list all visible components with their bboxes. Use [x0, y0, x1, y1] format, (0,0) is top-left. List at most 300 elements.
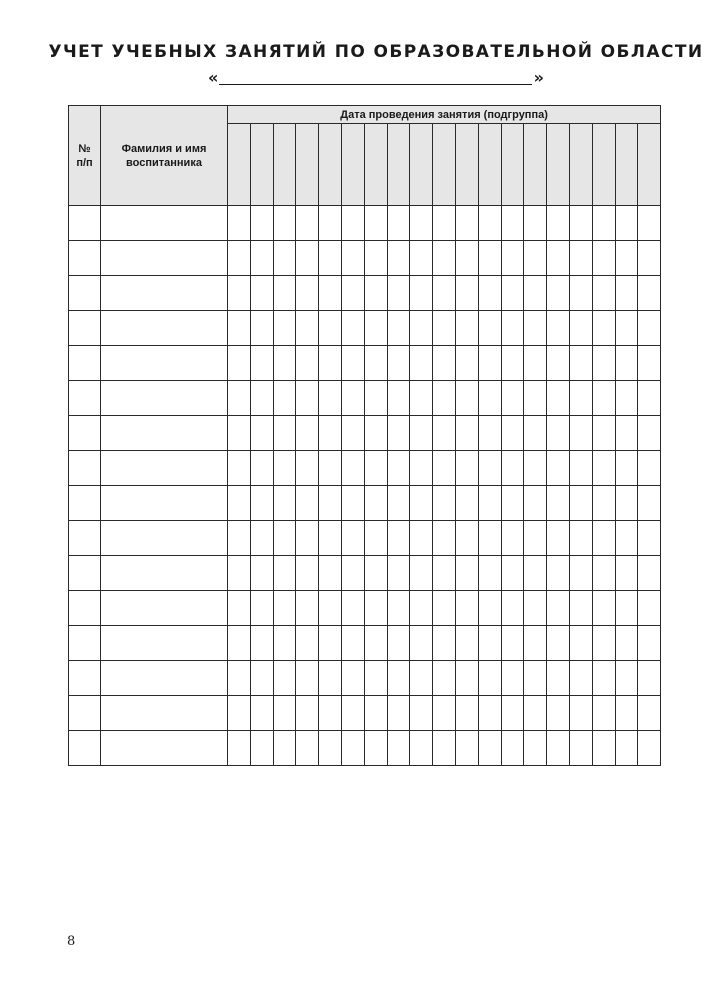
attendance-table: [68, 105, 661, 766]
number-cell: [69, 241, 101, 276]
date-cell: [250, 276, 273, 311]
date-cell: [524, 661, 547, 696]
date-cell: [501, 626, 524, 661]
date-cell: [547, 486, 570, 521]
date-cell: [569, 311, 592, 346]
date-cell: [615, 241, 638, 276]
date-cell: [615, 521, 638, 556]
date-cell: [228, 416, 251, 451]
date-cell: [296, 556, 319, 591]
date-cell: [364, 626, 387, 661]
date-cell: [478, 346, 501, 381]
date-cell: [228, 521, 251, 556]
date-cell: [341, 731, 364, 766]
date-cell: [638, 696, 661, 731]
date-cell: [296, 521, 319, 556]
date-cell: [615, 696, 638, 731]
table-row: [69, 241, 661, 276]
date-cell: [319, 556, 342, 591]
date-cell: [524, 311, 547, 346]
date-cell: [478, 206, 501, 241]
date-cell: [319, 276, 342, 311]
date-cell: [250, 696, 273, 731]
date-cell: [250, 486, 273, 521]
date-cell: [478, 486, 501, 521]
date-cell: [364, 696, 387, 731]
date-header-cell: [250, 124, 273, 206]
date-cell: [364, 486, 387, 521]
date-cell: [319, 731, 342, 766]
date-cell: [501, 661, 524, 696]
date-cell: [341, 416, 364, 451]
date-cell: [547, 521, 570, 556]
date-cell: [547, 381, 570, 416]
date-cell: [638, 346, 661, 381]
number-cell: [69, 451, 101, 486]
number-cell: [69, 346, 101, 381]
number-cell: [69, 556, 101, 591]
date-cell: [410, 521, 433, 556]
date-cell: [455, 486, 478, 521]
date-cell: [296, 486, 319, 521]
date-cell: [638, 591, 661, 626]
date-cell: [569, 521, 592, 556]
date-cell: [273, 521, 296, 556]
date-cell: [387, 206, 410, 241]
date-cell: [364, 311, 387, 346]
date-cell: [341, 381, 364, 416]
date-cell: [615, 626, 638, 661]
date-cell: [524, 451, 547, 486]
name-cell: [101, 311, 228, 346]
date-cell: [638, 416, 661, 451]
date-cell: [501, 521, 524, 556]
date-cell: [615, 416, 638, 451]
date-cell: [455, 451, 478, 486]
date-cell: [250, 731, 273, 766]
date-cell: [592, 486, 615, 521]
date-cell: [228, 241, 251, 276]
date-cell: [387, 311, 410, 346]
date-cell: [273, 661, 296, 696]
date-cell: [433, 311, 456, 346]
date-cell: [273, 486, 296, 521]
date-cell: [296, 381, 319, 416]
date-cell: [341, 276, 364, 311]
date-cell: [364, 241, 387, 276]
name-cell: [101, 591, 228, 626]
date-cell: [387, 696, 410, 731]
date-header-cell: [410, 124, 433, 206]
subject-field: [208, 66, 544, 88]
date-cell: [569, 416, 592, 451]
date-cell: [364, 556, 387, 591]
date-cell: [569, 591, 592, 626]
date-cell: [433, 381, 456, 416]
date-cell: [364, 206, 387, 241]
date-cell: [319, 206, 342, 241]
name-cell: [101, 556, 228, 591]
date-cell: [569, 731, 592, 766]
table-row: [69, 731, 661, 766]
date-cell: [228, 381, 251, 416]
date-cell: [433, 486, 456, 521]
date-cell: [319, 591, 342, 626]
date-cell: [547, 661, 570, 696]
header-row: [69, 106, 661, 124]
date-cell: [615, 381, 638, 416]
date-cell: [478, 661, 501, 696]
date-cell: [524, 731, 547, 766]
date-cell: [478, 521, 501, 556]
table-row: [69, 521, 661, 556]
date-cell: [341, 556, 364, 591]
date-cell: [455, 346, 478, 381]
name-cell: [101, 486, 228, 521]
date-cell: [433, 416, 456, 451]
date-cell: [433, 451, 456, 486]
date-cell: [455, 241, 478, 276]
name-header-label: Фамилия и имя воспитанника: [121, 142, 207, 169]
date-cell: [410, 381, 433, 416]
date-cell: [569, 381, 592, 416]
date-cell: [273, 311, 296, 346]
date-cell: [524, 556, 547, 591]
date-cell: [592, 626, 615, 661]
date-cell: [638, 451, 661, 486]
date-cell: [455, 626, 478, 661]
date-cell: [410, 591, 433, 626]
date-cell: [273, 276, 296, 311]
date-cell: [364, 591, 387, 626]
date-cell: [455, 591, 478, 626]
date-cell: [501, 241, 524, 276]
date-header-cell: [364, 124, 387, 206]
date-cell: [319, 661, 342, 696]
name-cell: [101, 416, 228, 451]
date-cell: [410, 731, 433, 766]
date-cell: [296, 661, 319, 696]
date-cell: [547, 731, 570, 766]
date-cell: [364, 521, 387, 556]
date-cell: [273, 591, 296, 626]
number-cell: [69, 311, 101, 346]
close-quote: »: [533, 68, 544, 87]
date-cell: [638, 276, 661, 311]
table-row: [69, 661, 661, 696]
date-cell: [273, 556, 296, 591]
open-quote: «: [208, 68, 219, 87]
date-cell: [410, 276, 433, 311]
date-cell: [501, 696, 524, 731]
date-cell: [569, 556, 592, 591]
date-cell: [638, 626, 661, 661]
table-body: [69, 206, 661, 766]
name-cell: [101, 696, 228, 731]
table-row: [69, 416, 661, 451]
date-cell: [455, 381, 478, 416]
date-cell: [228, 276, 251, 311]
date-cell: [273, 206, 296, 241]
date-cell: [638, 521, 661, 556]
date-cell: [501, 346, 524, 381]
date-cell: [319, 241, 342, 276]
date-cell: [433, 591, 456, 626]
table-row: [69, 626, 661, 661]
date-cell: [250, 311, 273, 346]
date-header-cell: [387, 124, 410, 206]
date-cell: [638, 241, 661, 276]
date-cell: [501, 486, 524, 521]
date-cell: [592, 381, 615, 416]
date-cell: [433, 626, 456, 661]
number-cell: [69, 696, 101, 731]
date-cell: [592, 241, 615, 276]
date-header-cell: [228, 124, 251, 206]
date-cell: [569, 486, 592, 521]
date-cell: [364, 661, 387, 696]
date-cell: [341, 206, 364, 241]
name-cell: [101, 661, 228, 696]
date-cell: [250, 416, 273, 451]
date-cell: [228, 311, 251, 346]
date-cell: [250, 241, 273, 276]
date-cell: [569, 241, 592, 276]
date-cell: [387, 416, 410, 451]
date-header-cell: [569, 124, 592, 206]
date-cell: [569, 346, 592, 381]
date-cell: [410, 416, 433, 451]
date-header-cell: [638, 124, 661, 206]
name-cell: [101, 521, 228, 556]
date-cell: [273, 696, 296, 731]
date-cell: [569, 276, 592, 311]
date-cell: [524, 521, 547, 556]
date-cell: [569, 696, 592, 731]
date-cell: [615, 486, 638, 521]
date-cell: [341, 241, 364, 276]
date-header-cell: [433, 124, 456, 206]
date-cell: [387, 451, 410, 486]
number-cell: [69, 416, 101, 451]
date-cell: [638, 311, 661, 346]
date-cell: [478, 556, 501, 591]
date-cell: [638, 486, 661, 521]
date-cell: [501, 416, 524, 451]
date-cell: [319, 486, 342, 521]
table-row: [69, 696, 661, 731]
page-number: 8: [67, 934, 76, 949]
date-cell: [524, 276, 547, 311]
date-cell: [592, 521, 615, 556]
date-cell: [501, 311, 524, 346]
date-cell: [410, 451, 433, 486]
table-row: [69, 556, 661, 591]
date-cell: [387, 241, 410, 276]
date-header-cell: [501, 124, 524, 206]
date-cell: [592, 731, 615, 766]
date-cell: [364, 731, 387, 766]
date-cell: [341, 661, 364, 696]
date-cell: [524, 206, 547, 241]
name-cell: [101, 731, 228, 766]
number-cell: [69, 731, 101, 766]
date-cell: [615, 731, 638, 766]
table-row: [69, 381, 661, 416]
date-cell: [547, 311, 570, 346]
date-cell: [319, 451, 342, 486]
date-cell: [250, 591, 273, 626]
date-cell: [410, 556, 433, 591]
date-cell: [455, 311, 478, 346]
number-header-label: № п/п: [76, 142, 93, 169]
date-cell: [501, 731, 524, 766]
number-cell: [69, 206, 101, 241]
date-cell: [478, 416, 501, 451]
column-header-number: [69, 106, 101, 206]
date-header-cell: [319, 124, 342, 206]
date-cell: [433, 346, 456, 381]
date-cell: [387, 626, 410, 661]
date-cell: [341, 626, 364, 661]
date-cell: [615, 311, 638, 346]
date-cell: [569, 626, 592, 661]
date-header-cell: [615, 124, 638, 206]
date-cell: [273, 241, 296, 276]
date-cell: [547, 556, 570, 591]
date-cell: [433, 696, 456, 731]
date-cell: [547, 206, 570, 241]
date-cell: [455, 416, 478, 451]
date-cell: [615, 276, 638, 311]
number-cell: [69, 626, 101, 661]
number-cell: [69, 486, 101, 521]
table-row: [69, 276, 661, 311]
table-row: [69, 451, 661, 486]
table-row: [69, 486, 661, 521]
name-cell: [101, 206, 228, 241]
date-cell: [319, 626, 342, 661]
date-cell: [319, 521, 342, 556]
date-cell: [341, 696, 364, 731]
date-cell: [250, 556, 273, 591]
date-cell: [478, 311, 501, 346]
date-cell: [592, 696, 615, 731]
date-cell: [455, 521, 478, 556]
page-title: УЧЕТ УЧЕБНЫХ ЗАНЯТИЙ ПО ОБРАЗОВАТЕЛЬНОЙ ОБЛАСТИ: [48, 42, 704, 62]
date-cell: [387, 486, 410, 521]
date-cell: [524, 241, 547, 276]
date-cell: [478, 626, 501, 661]
date-header-cell: [341, 124, 364, 206]
date-cell: [501, 276, 524, 311]
date-cell: [410, 311, 433, 346]
date-cell: [524, 486, 547, 521]
date-cell: [615, 451, 638, 486]
date-cell: [501, 381, 524, 416]
date-cell: [569, 451, 592, 486]
date-cell: [547, 591, 570, 626]
date-cell: [592, 416, 615, 451]
date-cell: [433, 206, 456, 241]
date-cell: [250, 206, 273, 241]
date-cell: [638, 661, 661, 696]
date-cell: [319, 696, 342, 731]
date-cell: [273, 381, 296, 416]
date-cell: [387, 276, 410, 311]
date-cell: [410, 626, 433, 661]
date-cell: [592, 346, 615, 381]
date-cell: [478, 591, 501, 626]
date-cell: [296, 241, 319, 276]
date-cell: [638, 206, 661, 241]
date-cell: [410, 346, 433, 381]
date-cell: [524, 416, 547, 451]
date-cell: [250, 661, 273, 696]
date-cell: [410, 696, 433, 731]
date-cell: [296, 416, 319, 451]
date-cell: [592, 661, 615, 696]
date-cell: [250, 381, 273, 416]
date-cell: [341, 311, 364, 346]
date-cell: [478, 451, 501, 486]
date-cell: [387, 591, 410, 626]
date-cell: [547, 241, 570, 276]
date-cell: [410, 486, 433, 521]
date-cell: [524, 381, 547, 416]
date-cell: [478, 241, 501, 276]
date-cell: [524, 591, 547, 626]
date-cell: [364, 416, 387, 451]
date-header-cell: [547, 124, 570, 206]
date-cell: [478, 731, 501, 766]
date-cell: [296, 206, 319, 241]
date-cell: [615, 346, 638, 381]
number-cell: [69, 591, 101, 626]
date-cell: [341, 486, 364, 521]
date-cell: [250, 346, 273, 381]
date-cell: [592, 591, 615, 626]
number-cell: [69, 661, 101, 696]
date-cell: [455, 556, 478, 591]
date-cell: [296, 696, 319, 731]
date-cell: [250, 521, 273, 556]
date-cell: [501, 206, 524, 241]
date-cell: [364, 346, 387, 381]
date-cell: [547, 416, 570, 451]
date-cell: [592, 556, 615, 591]
date-cell: [433, 731, 456, 766]
date-cell: [273, 626, 296, 661]
date-cell: [273, 451, 296, 486]
name-cell: [101, 626, 228, 661]
column-header-name: [101, 106, 228, 206]
date-cell: [592, 311, 615, 346]
date-header-cell: [273, 124, 296, 206]
date-cell: [364, 381, 387, 416]
date-cell: [547, 626, 570, 661]
table-row: [69, 591, 661, 626]
date-cell: [228, 696, 251, 731]
date-header-cell: [592, 124, 615, 206]
date-cell: [387, 661, 410, 696]
date-cell: [341, 451, 364, 486]
date-cell: [296, 346, 319, 381]
number-cell: [69, 521, 101, 556]
date-cell: [615, 206, 638, 241]
name-cell: [101, 451, 228, 486]
date-cell: [569, 661, 592, 696]
